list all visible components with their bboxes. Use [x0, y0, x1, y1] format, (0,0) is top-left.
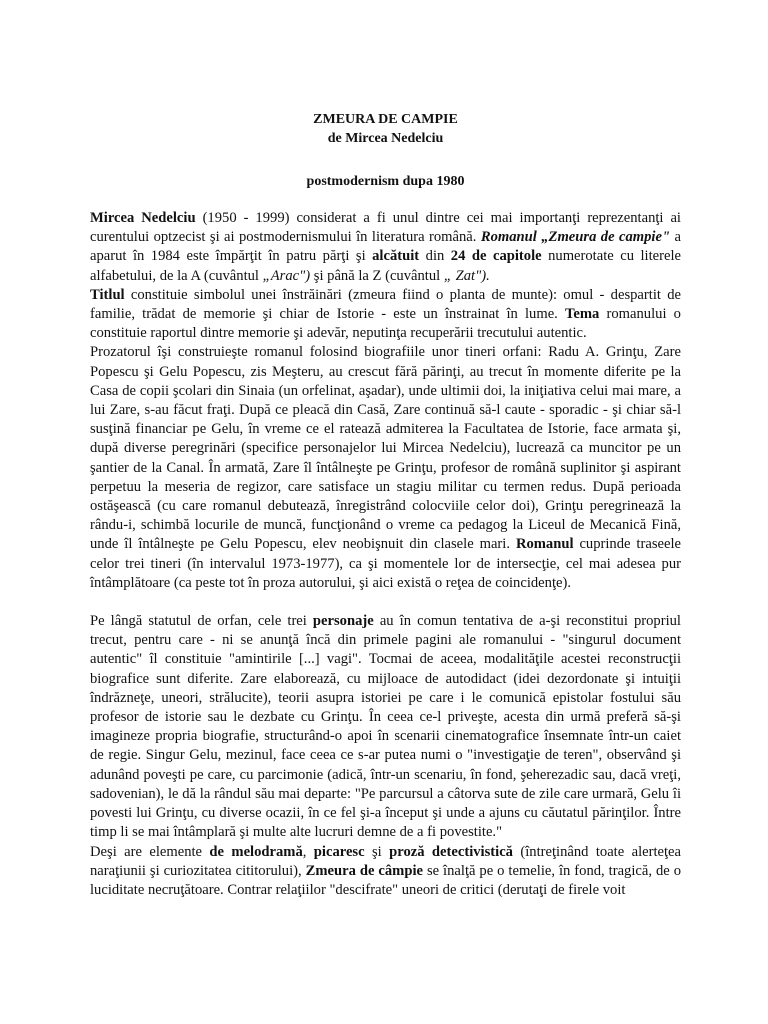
emphasis-personaje: personaje — [312, 613, 374, 630]
text-span: , — [302, 843, 314, 860]
text-span: Prozatorul îşi construieşte romanul folosind biografiile unor tineri orfani: Radu A. Grinţu, Zare Popescu şi Gelu Popescu, zis Meşteru, au crescut fără părinţi, au trecut în momente diferite pe la Casa de copii şcolari din Sinaia (un orfelinat, aşadar), unde ultimii doi, la iniţiativa celui mai mare, a lui Zare, s-au făcut fraţi. După ce pleacă din Casă, Zare continuă să-l caute - sporadic - şi chiar să-l susţină financiar pe Gelu, în vreme ce el ratează admiterea la Facultatea de Istorie, face armata şi, după diverse peregrinări (specifice personajelor lui Mircea Nedelciu), lucrează ca muncitor pe un şantier de la Canal. În armată, Zare îl întâlneşte pe Grinţu, profesor de română suplinitor şi aspirant perpetuu la meseria de regizor, care satisface un stagiu militar cu termen redus. După perioada ostăşească (cu care romanul debutează, înregistrând colocviile celor doi), Grinţu peregrinează la rându-i, schimbă locurile de muncă, funcţionând o vreme ca pedagog la Liceul de Mecanică Fină, unde îl întâlneşte pe Gelu Popescu, elev neobişnuit din clasele mari. — [90, 344, 681, 553]
document-subtitle: postmodernism dupa 1980 — [306, 174, 465, 189]
text-span: şi până la Z (cuvântul — [310, 267, 444, 284]
text-span: numerotate cu literele alfabetului, de la A (cuvântul — [90, 248, 682, 284]
emphasis-capitole: 24 de capitole — [450, 248, 542, 265]
text-span: cuprinde traseele celor trei tineri (în intervalul 1973-1977), ca şi momentele lor de intersecţie, cel mai adesea pur întâmplătoare (ca peste tot în proza autorului, şi aici există o reţea de coincidenţe). — [90, 536, 681, 591]
emphasis-romanul: Romanul — [515, 536, 574, 553]
paragraph-characters — [90, 612, 681, 842]
emphasis-tema: Tema — [565, 306, 600, 323]
text-span: din — [419, 248, 451, 265]
document-body — [90, 209, 681, 900]
document-title: ZMEURA DE CAMPIE — [313, 112, 458, 127]
paragraph-plot — [90, 343, 681, 593]
text-span: (1950 - 1999) considerat a fi unul dintre cei mai importanţi reprezentanţi ai curentului optzecist şi ai postmodernismului în literatura română. — [90, 210, 681, 246]
text-span: romanului o constituie raportul dintre memorie şi adevăr, neputinţa recuperării trecutului autentic. — [90, 306, 681, 342]
paragraph-intro — [90, 209, 681, 343]
emphasis-proza: proză detectivistică — [389, 843, 513, 860]
text-span: a aparut în 1984 este împărţit în patru părţi şi — [90, 229, 681, 265]
text-span: constituie simbolul unei înstrăinări (zmeura fiind o planta de munte): omul - despartit de familie, trădat de memorie şi chiar de Istorie - este un înstrainat în lume. — [90, 286, 681, 323]
novel-label: Romanul „Zmeura de campie" — [480, 229, 671, 246]
text-span: Deşi are elemente — [90, 843, 210, 860]
text-span: Pe lângă statutul de orfan, cele trei — [90, 613, 313, 630]
title-block — [90, 0, 681, 191]
text-span: se înalţă pe o temelie, în fond, tragică, de o luciditate necruţătoare. Contrar relaţiilor "descifrate" uneori de critici (derutaţi de firele voit — [90, 862, 681, 898]
emphasis-zmeura: Zmeura de câmpie — [305, 862, 423, 879]
text-span: şi — [364, 843, 390, 860]
author-name: Mircea Nedelciu — [90, 210, 196, 226]
emphasis-titlul: Titlul — [90, 286, 125, 303]
text-span: (întreţinând toate alerteţea naraţiunii şi curiozitatea cititorului), — [90, 843, 682, 879]
author-line: de Mircea Nedelciu — [327, 131, 444, 146]
text-span: au în comun tentativa de a-şi reconstitui propriul trecut, pentru care - ni se anunţă încă din primele pagini ale romanului - "singurul document autentic" îl constituie "amintirile [...] vagi". Tocmai de aceea, modalităţile acestei reconstrucţii biografice sunt diferite. Zare elaborează, cu mijloace de autodidact (idei dezordonate şi intuiţii îndrăzneţe, uneori, strălucite), teorii asupra istoriei pe care i le comunică epistolar fostului său profesor de istorie sau le dezbate cu Grinţu. În ceea ce-l priveşte, acesta din urmă preferă să-şi imagineze propria biografie, structurând-o apoi în scenarii cinematografice însemnate într-un caiet de regie. Singur Gelu, mezinul, face ceea ce s-ar putea numi o "investigaţie de teren", observând şi adunând poveşti pe care, cu parcimonie (adică, într-un scenariu, în fond, şeherezadic sau, dacă vreţi, sadovenian), le dă la rândul său mai departe: "Pe parcursul a câtorva sute de zile care urmară, Gelu îi povesti lui Grinţu, cu diverse ocazii, în ce fel şi-a început şi unde a ajuns cu căutatul părinţilor. Între timp li se mai întâmplară şi multe alte lucruri demne de a fi povestite." — [90, 613, 681, 841]
word-arac: „Arac") — [262, 267, 311, 284]
emphasis-picaresc: picaresc — [313, 843, 365, 860]
emphasis-melodrama: de melodramă — [209, 843, 303, 860]
paragraph-genre — [90, 843, 681, 901]
word-zat: „ Zat"). — [443, 267, 490, 284]
emphasis-alcatuit: alcătuit — [372, 248, 420, 265]
